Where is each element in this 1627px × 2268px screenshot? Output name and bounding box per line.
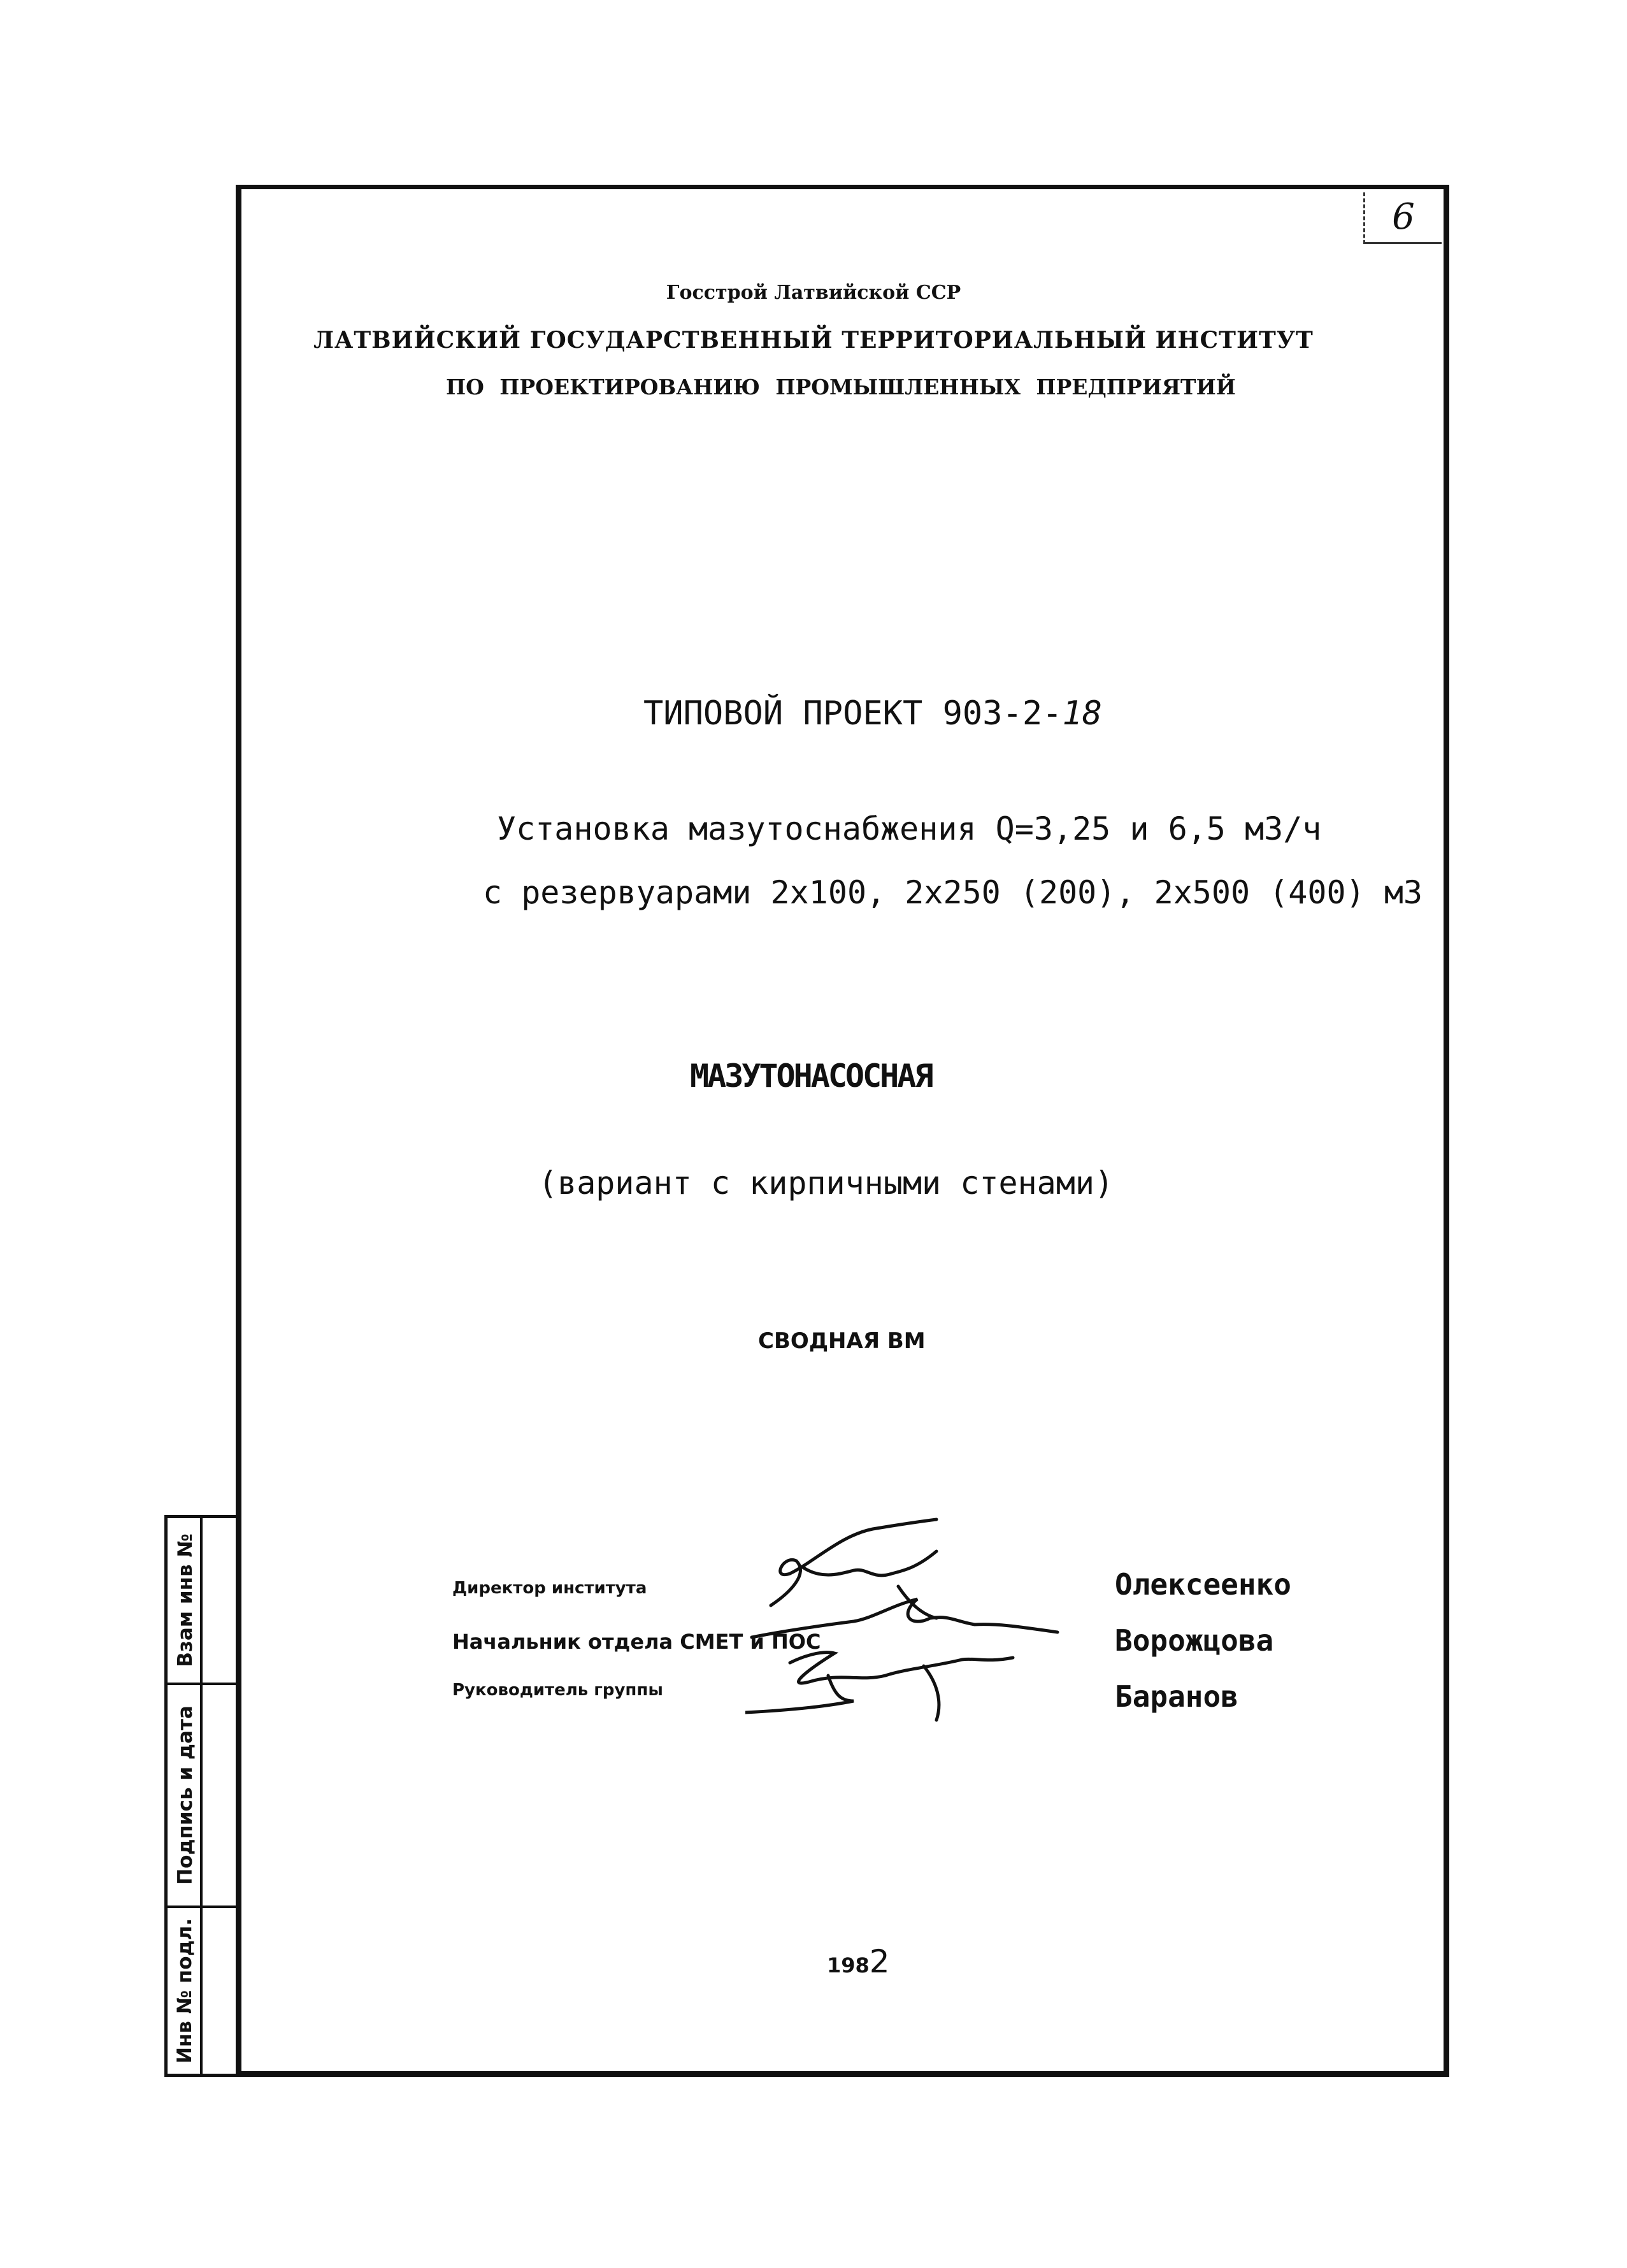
ministry-name: Госстрой Латвийской ССР bbox=[666, 282, 961, 304]
institute-subtitle-word: ПРЕДПРИЯТИЙ bbox=[1036, 375, 1236, 399]
signatory-name-department-head: Ворожцова bbox=[1115, 1623, 1274, 1658]
signatory-name-group-leader: Баранов bbox=[1115, 1679, 1238, 1714]
description-line-1: Установка мазутоснабжения Q=3,25 и 6,5 м3/ч bbox=[497, 810, 1322, 847]
signatory-role-director: Директор института bbox=[452, 1579, 647, 1598]
side-stamp bbox=[164, 1515, 241, 2077]
signatory-name-director: Олексеенко bbox=[1115, 1567, 1291, 1602]
institute-subtitle bbox=[446, 375, 1236, 399]
year-last-digit: 2 bbox=[869, 1943, 890, 1980]
institute-name: ЛАТВИЙСКИЙ ГОСУДАРСТВЕННЫЙ ТЕРРИТОРИАЛЬНЫЙ ИНСТИТУТ bbox=[313, 327, 1314, 354]
document-year bbox=[827, 1943, 890, 1980]
institute-subtitle-word: ПО bbox=[446, 375, 484, 399]
side-stamp-cell-replacement bbox=[168, 1518, 238, 1685]
description-line-2: с резервуарами 2x100, 2x250 (200), 2x500 (400) м3 bbox=[483, 874, 1423, 911]
institute-subtitle-word: ПРОМЫШЛЕННЫХ bbox=[775, 375, 1021, 399]
project-designation bbox=[643, 694, 1102, 733]
handwritten-signatures bbox=[745, 1510, 1077, 1739]
variant-subtitle: (вариант с кирпичными стенами) bbox=[538, 1165, 1114, 1202]
project-label: ТИПОВОЙ ПРОЕКТ 903-2- bbox=[643, 694, 1063, 733]
document-title: МАЗУТОНАСОСНАЯ bbox=[690, 1058, 932, 1095]
side-stamp-cell-signature bbox=[168, 1685, 238, 1908]
side-stamp-signature-label: Подпись и дата bbox=[173, 1705, 197, 1885]
project-number: 18 bbox=[1062, 694, 1103, 733]
side-stamp-replacement-label: Взам инв № bbox=[173, 1533, 197, 1667]
institute-subtitle-word: ПРОЕКТИРОВАНИЮ bbox=[499, 375, 761, 399]
signatory-role-group-leader: Руководитель группы bbox=[452, 1681, 663, 1700]
document-type: СВОДНАЯ ВМ bbox=[758, 1328, 926, 1354]
signatory-role-department-head: Начальник отдела СМЕТ и ПОС bbox=[452, 1630, 821, 1654]
side-stamp-cell-inventory bbox=[168, 1908, 238, 2074]
sheet-number: 6 bbox=[1363, 192, 1442, 244]
year-prefix: 198 bbox=[827, 1953, 870, 1977]
side-stamp-inventory-label: Инв № подл. bbox=[173, 1918, 197, 2064]
page-frame bbox=[236, 185, 1449, 2077]
